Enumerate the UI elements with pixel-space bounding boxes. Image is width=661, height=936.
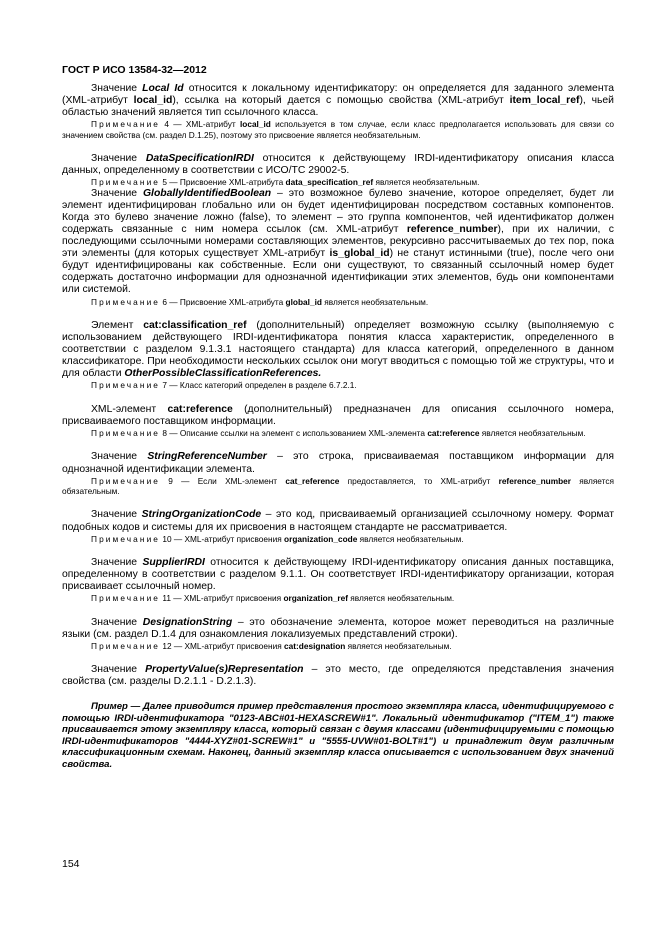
- note-8: Примечание 8 — Описание ссылки на элемент с использованием XML-элемента cat:reference является необязательным.: [91, 428, 586, 438]
- paragraph-supplier-irdi: Значение SupplierIRDI относится к действующему IRDI-идентификатору описания данных поставщика, определенному в соответствии с разделом 9.1.1. Он соответствует IRDI-идентификатору организации, которая присваивает ссылочный номер.: [62, 557, 614, 593]
- note-6: Примечание 6 — Присвоение XML-атрибута global_id является необязательным.: [91, 296, 429, 307]
- paragraph-globally-identified-boolean: Значение GloballyIdentifiedBoolean – это возможное булево значение, которое определяет, будет ли элемент идентифицирован глобально или он будет идентифицирован посредством составных компонентов. Когда это булево значение ложно (false), то элемент – это группа компонентов, чей идентификатор должен содержать связанные с ним номера ссылок (см. XML-атрибут reference_number), при их наличии, с последующими ссылочными номерами составляющих элементов, рекурсивно рассчитываемых до тех пор, пока эти элементы (для которых существует XML-атрибут is_global_id) не станут истинными (true), после чего они будут идентифицированы как собственные. Если они существуют, то связанный ссылочный номер будет содержать достаточно информации для однозначной идентификации этих элементов, будь они компонентами или системой.: [62, 187, 614, 296]
- page-number: 154: [62, 858, 80, 870]
- paragraph-property-value-representation: Значение PropertyValue(s)Representation – это место, где определяются представления значения свойства (см. разделы D.2.1.1 - D.2.1.3).: [62, 664, 614, 688]
- note-9: Примечание 9 — Если XML-элемент cat_reference предоставляется, то XML-атрибут reference_number является обязательным.: [62, 475, 614, 496]
- paragraph-string-reference-number: Значение StringReferenceNumber – это строка, присваиваемая поставщиком информации для однозначной идентификации элемента.: [62, 451, 615, 475]
- note-5: Примечание 5 — Присвоение XML-атрибута data_specification_ref является необязательным.: [91, 177, 480, 188]
- note-10: Примечание 10 — XML-атрибут присвоения organization_code является необязательным.: [91, 533, 464, 544]
- document-header: ГОСТ Р ИСО 13584-32—2012: [62, 64, 207, 76]
- paragraph-local-id: Значение Local Id относится к локальному идентификатору: он определяется для заданного элемента (XML-атрибут local_id), ссылка на который дается с помощью свойства (XML-атрибут item_local_ref), чьей областью значений является тип ссылочного класса.: [62, 83, 614, 119]
- example-paragraph: Пример — Далее приводится пример представления простого экземпляра класса, идентифицируемого с помощью IRDI-идентификатора "0123-ABC#01-HEXASCREW#1". Локальный идентификатор ("ITEM_1") также присваивается этому экземпляру класса, который связан с двумя классами (идентифицируемыми с помощью IRDI-идентификаторов "4444-XYZ#01-SCREW#1" и "5555-UVW#01-BOLT#1") и принадлежит двум различным классификационным схемам. Наконец, данный экземпляр класса описывается с использованием двух значений свойства.: [62, 701, 614, 770]
- paragraph-cat-reference: XML-элемент cat:reference (дополнительный) предназначен для описания ссылочного номера, присваиваемого поставщиком информации.: [62, 403, 615, 427]
- paragraph-string-organization-code: Значение StringOrganizationCode – это код, присваиваемый организацией ссылочному номеру. Формат подобных кодов и системы для их присвоения в настоящем стандарте не рассматривается.: [62, 509, 614, 533]
- note-11: Примечание 11 — XML-атрибут присвоения organization_ref является необязательным.: [91, 593, 455, 604]
- note-4: Примечание 4 — XML-атрибут local_id используется в том случае, если класс предполагается использовать для связи со значением свойства (см. раздел D.1.25), поэтому это присвоение является необязательным.: [62, 119, 614, 140]
- note-7: Примечание 7 — Класс категорий определен в разделе 6.7.2.1.: [91, 380, 357, 391]
- paragraph-data-specification-irdi: Значение DataSpecificationIRDI относится к действующему IRDI-идентификатору описания класса данных, определенному в соответствии с ИСО/ТС 29002-5.: [62, 153, 615, 177]
- page-content: [62, 83, 614, 770]
- paragraph-classification-ref: Элемент cat:classification_ref (дополнительный) определяет возможную ссылку (выполняемую с использованием действующего IRDI-идентификатора понятия класса характеристик, определенного в соответствии с разделом 9.1.3.1 настоящего стандарта) для класса категорий, определенного в данном классификаторе. При необходимости нескольких ссылок они могут вводиться с помощью той же структуры, что и для области OtherPossibleClassificationReferences.: [62, 319, 614, 380]
- paragraph-designation-string: Значение DesignationString – это обозначение элемента, которое может переводиться на различные языки (см. раздел D.1.4 для ознакомления локализуемых представлений строки).: [62, 616, 615, 640]
- note-12: Примечание 12 — XML-атрибут присвоения cat:designation является необязательным.: [91, 640, 452, 651]
